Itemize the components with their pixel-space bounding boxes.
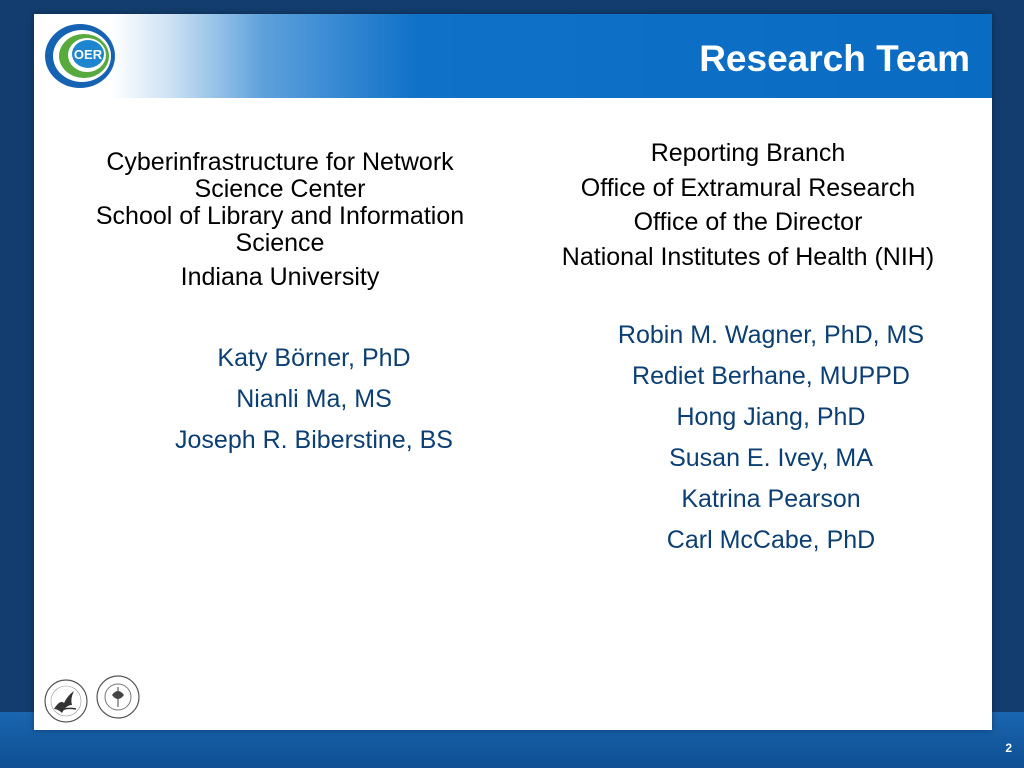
oer-logo [42,22,118,90]
oer-logo-text: OER [73,47,103,62]
person-name: Carl McCabe, PhD [666,526,876,554]
left-org-block [60,149,500,291]
page-number: 2 [1005,741,1012,755]
left-org-line: Science [235,229,325,257]
left-org-line: School of Library and Information [95,202,465,230]
left-org-line: Science Center [194,175,366,203]
person-name: Rediet Berhane, MUPPD [632,362,910,390]
left-people-list [94,338,534,461]
slide-title: Research Team [699,38,970,79]
person-name: Nianli Ma, MS [236,385,392,413]
person-name: Susan E. Ivey, MA [669,444,873,472]
slide [34,14,992,730]
right-org-block [528,136,968,274]
person-name: Katy Börner, PhD [217,344,411,372]
right-org-line: National Institutes of Health (NIH) [561,242,935,271]
header-bar [34,14,992,98]
right-org-line: Office of the Director [633,208,863,236]
right-org-line: Reporting Branch [650,139,846,167]
nih-seal-icon [97,676,139,718]
left-org-line: Cyberinfrastructure for Network [106,148,454,176]
footer-seals [40,669,150,725]
person-name: Katrina Pearson [681,485,861,513]
right-people-list [546,315,996,561]
person-name: Robin M. Wagner, PhD, MS [617,321,925,349]
right-org-line: Office of Extramural Research [580,173,916,202]
left-org-line: Indiana University [180,263,380,291]
person-name: Hong Jiang, PhD [676,403,866,431]
person-name: Joseph R. Biberstine, BS [175,426,453,454]
hhs-seal-icon [45,680,87,722]
